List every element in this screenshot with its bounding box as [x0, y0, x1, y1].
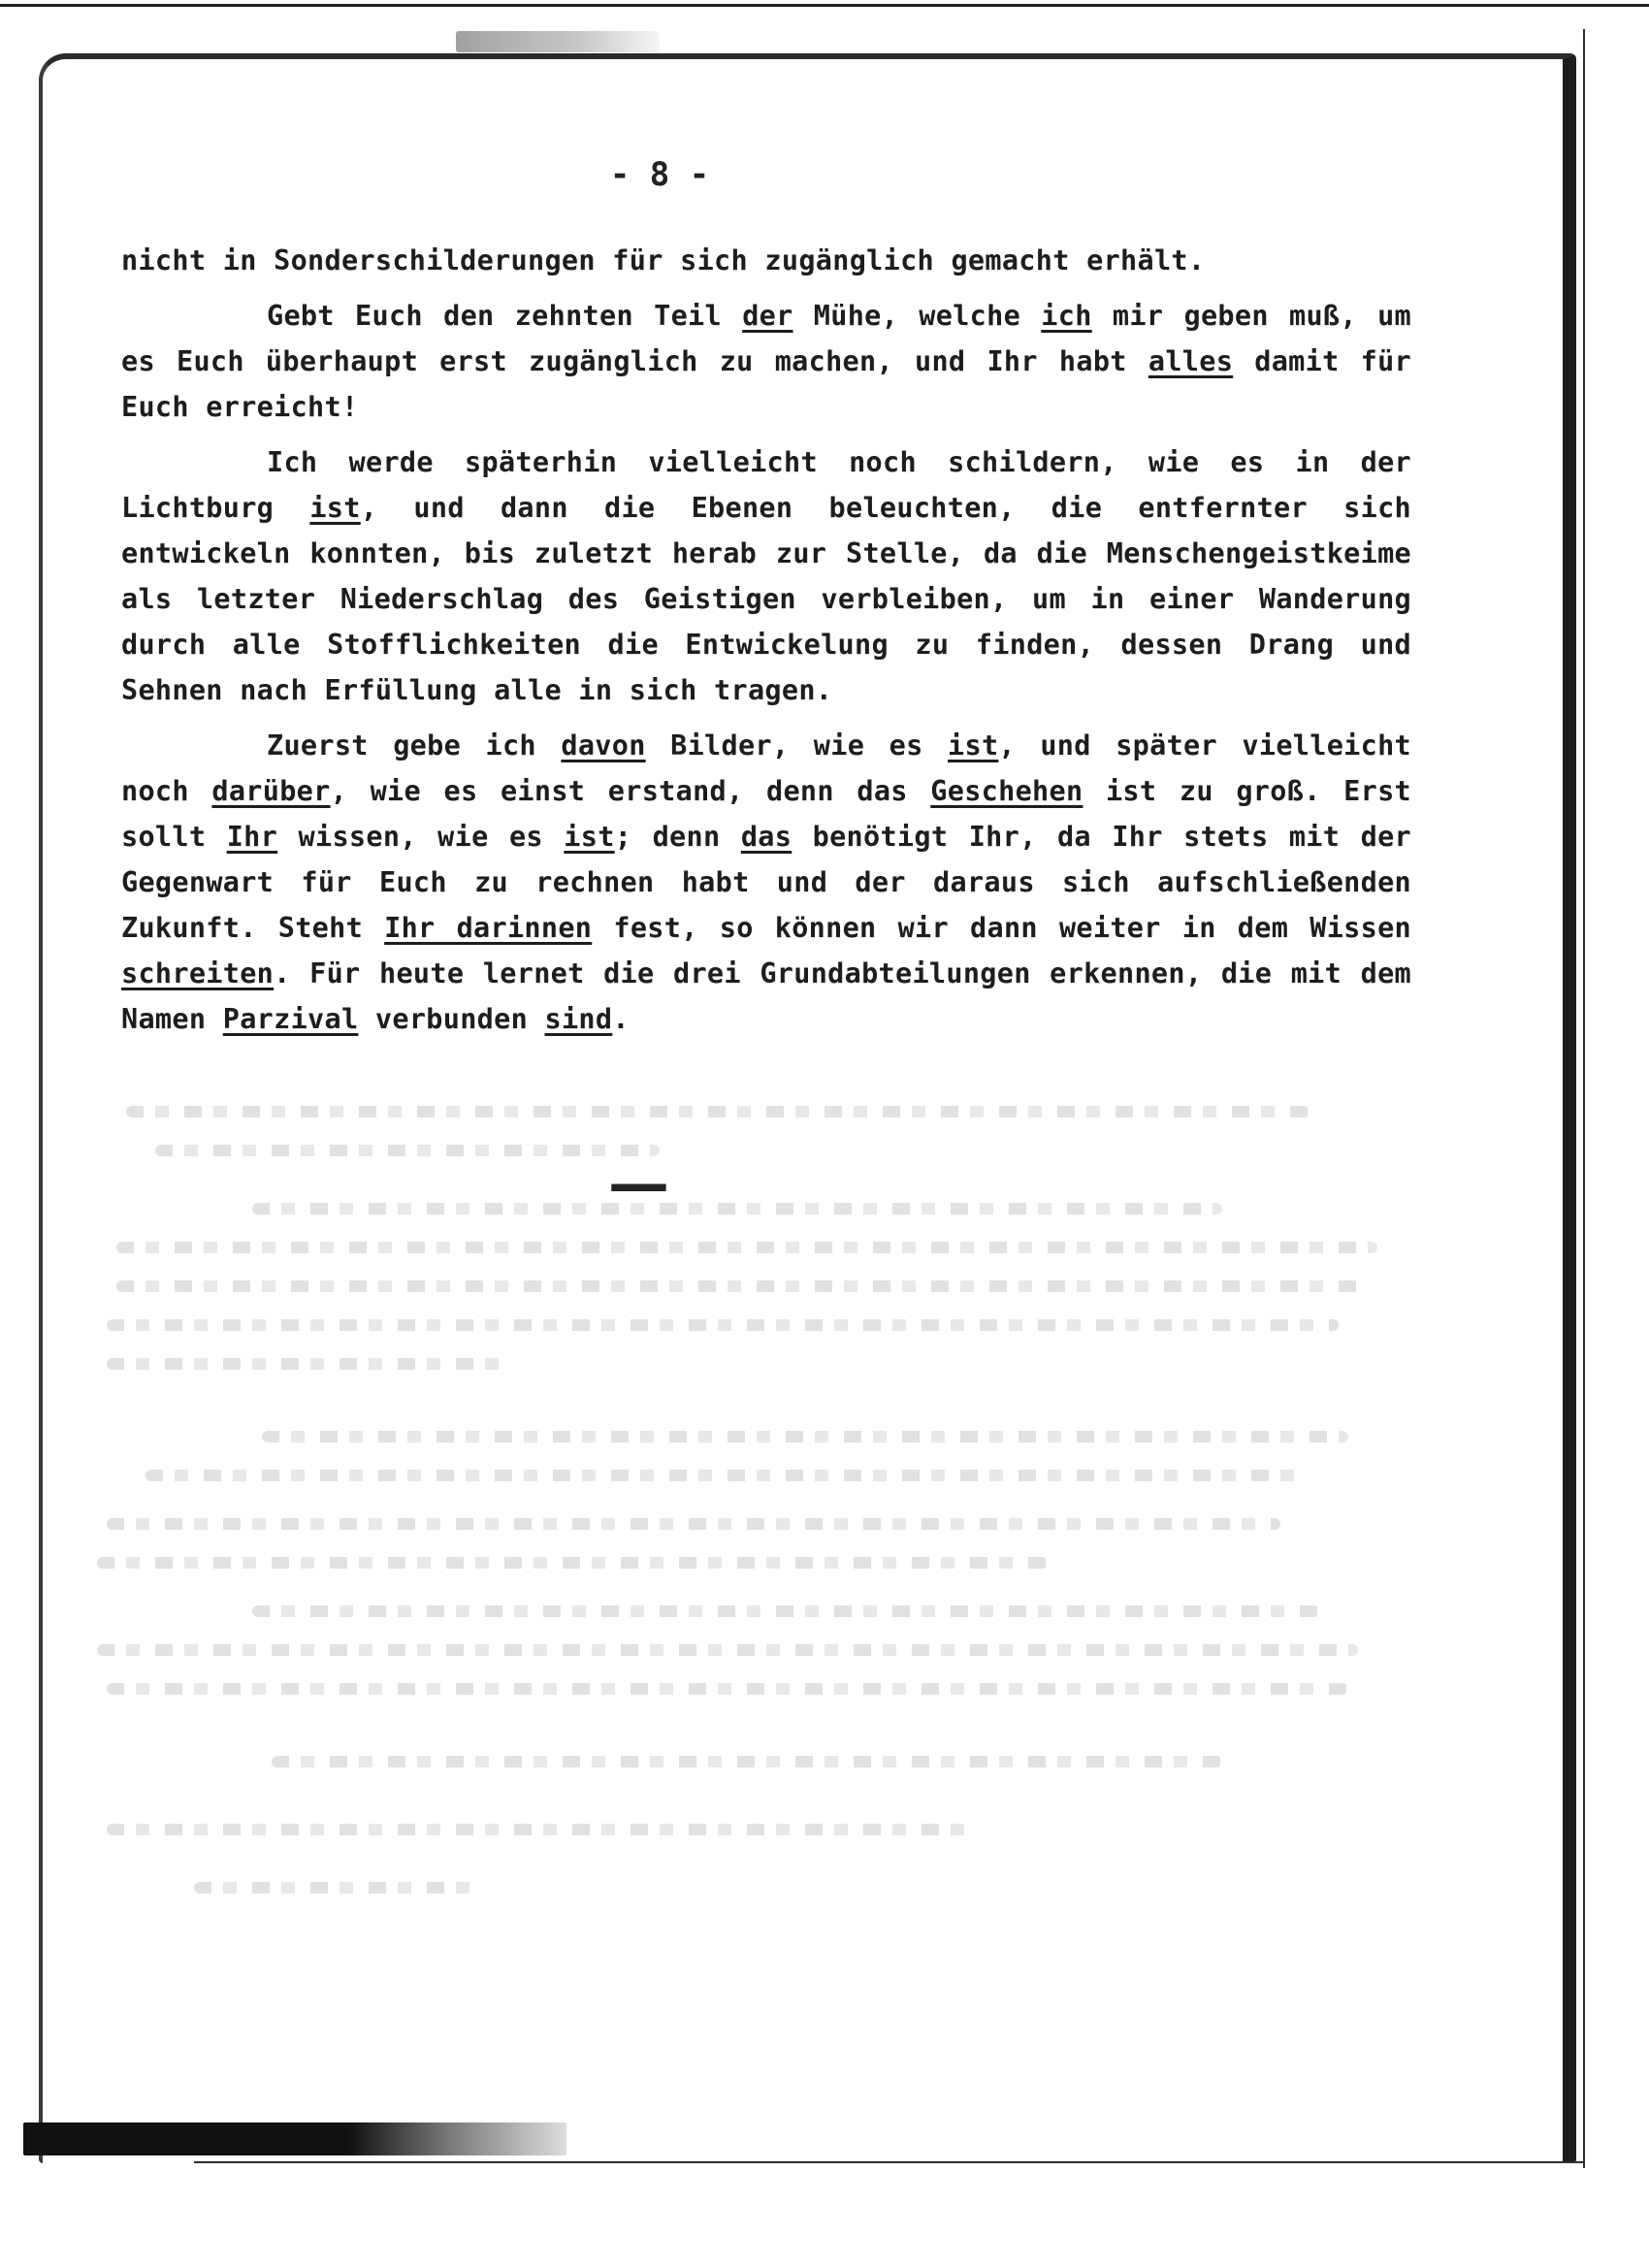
text-run: , wie es einst erstand, denn das	[330, 775, 931, 807]
bleed-through-line	[252, 1203, 1222, 1215]
page-number: - 8 -	[609, 155, 710, 194]
underlined-word: Geschehen	[930, 775, 1083, 807]
text-run: Ich werde späterhin vielleicht noch schildern, wie es in der Lichtburg	[121, 446, 1411, 524]
text-run: benötigt Ihr, da Ihr stets mit der Gegenwart für Euch zu rechnen habt und der daraus sich aufschließenden Zukunft. Steht	[121, 821, 1411, 944]
bleed-through-line	[107, 1683, 1348, 1695]
scan-bottom-edge	[194, 2161, 1585, 2163]
paragraph-2	[121, 293, 1411, 430]
underlined-word: Ihr darinnen	[384, 912, 593, 944]
text-run: wissen, wie es	[277, 821, 565, 853]
bleed-through-line	[155, 1145, 660, 1156]
underlined-word: das	[740, 821, 792, 853]
paragraph-1	[121, 238, 1411, 283]
bleed-through-line	[107, 1319, 1339, 1331]
text-run: fest, so können wir dann weiter in dem Wissen	[592, 912, 1411, 944]
underlined-word: davon	[561, 729, 646, 761]
underlined-word: darüber	[211, 775, 331, 807]
bleed-through-line	[107, 1824, 980, 1835]
bleed-through-line	[262, 1431, 1348, 1442]
scan-bottom-bar	[23, 2122, 566, 2155]
paragraph-3	[121, 439, 1411, 713]
text-run: verbunden	[358, 1003, 545, 1035]
bleed-through-line	[146, 1470, 1310, 1481]
underlined-word: Ihr	[226, 821, 278, 853]
bleed-through-line	[252, 1605, 1319, 1617]
underlined-word: ist	[309, 492, 361, 524]
text-run: mir geben muß, um es Euch überhaupt erst zugänglich zu machen, und Ihr habt	[121, 300, 1411, 377]
underlined-word: der	[742, 300, 793, 332]
underlined-word: ist	[948, 729, 999, 761]
bleed-through-line	[272, 1756, 1222, 1767]
text-run: Gebt Euch den zehnten Teil	[267, 300, 743, 332]
underlined-word: ich	[1041, 300, 1092, 332]
section-separator: ▬▬▬▬	[611, 1172, 664, 1201]
bleed-through-line	[126, 1106, 1310, 1118]
underlined-word: Parzival	[222, 1003, 359, 1035]
bleed-through-line	[194, 1882, 485, 1894]
bleed-through-line	[97, 1557, 1048, 1569]
underlined-word: ist	[564, 821, 615, 853]
bleed-through-line	[107, 1518, 1280, 1530]
document-body	[121, 238, 1411, 1052]
text-run: .	[612, 1003, 630, 1035]
underlined-word: alles	[1148, 345, 1234, 377]
scan-top-edge	[0, 4, 1649, 7]
text-run: damit für Euch erreicht!	[121, 345, 1411, 423]
bleed-through-line	[97, 1644, 1358, 1656]
bleed-through-line	[107, 1358, 514, 1370]
text-run: nicht in Sonderschilderungen für sich zugänglich gemacht erhält.	[121, 244, 1206, 276]
scan-smudge-top	[456, 31, 660, 52]
text-run: , und später vielleicht noch	[121, 729, 1411, 807]
bleed-through-line	[116, 1280, 1368, 1292]
text-run: , und dann die Ebenen beleuchten, die entfernter sich entwickeln konnten, bis zuletzt herab zur Stelle, da die Menschengeistkeime als letzter Niederschlag des Geistigen verbleiben, um in einer Wanderung durch alle Stofflichkeiten die Entwickelung zu finden, dessen Drang und Sehnen nach Erfüllung alle in sich tragen.	[121, 492, 1411, 706]
underlined-word: sind	[544, 1003, 613, 1035]
text-run: Bilder, wie es	[645, 729, 949, 761]
bleed-through-line	[116, 1242, 1377, 1253]
text-run: . Für heute lernet die drei Grundabteilungen erkennen, die mit dem Namen	[121, 957, 1411, 1035]
text-run: Zuerst gebe ich	[267, 729, 562, 761]
text-run: ist zu groß. Erst sollt	[121, 775, 1411, 853]
underlined-word: schreiten	[121, 957, 275, 989]
scan-right-edge	[1583, 29, 1585, 2168]
paragraph-4	[121, 723, 1411, 1042]
text-run: Mühe, welche	[792, 300, 1042, 332]
text-run: ; denn	[614, 821, 741, 853]
